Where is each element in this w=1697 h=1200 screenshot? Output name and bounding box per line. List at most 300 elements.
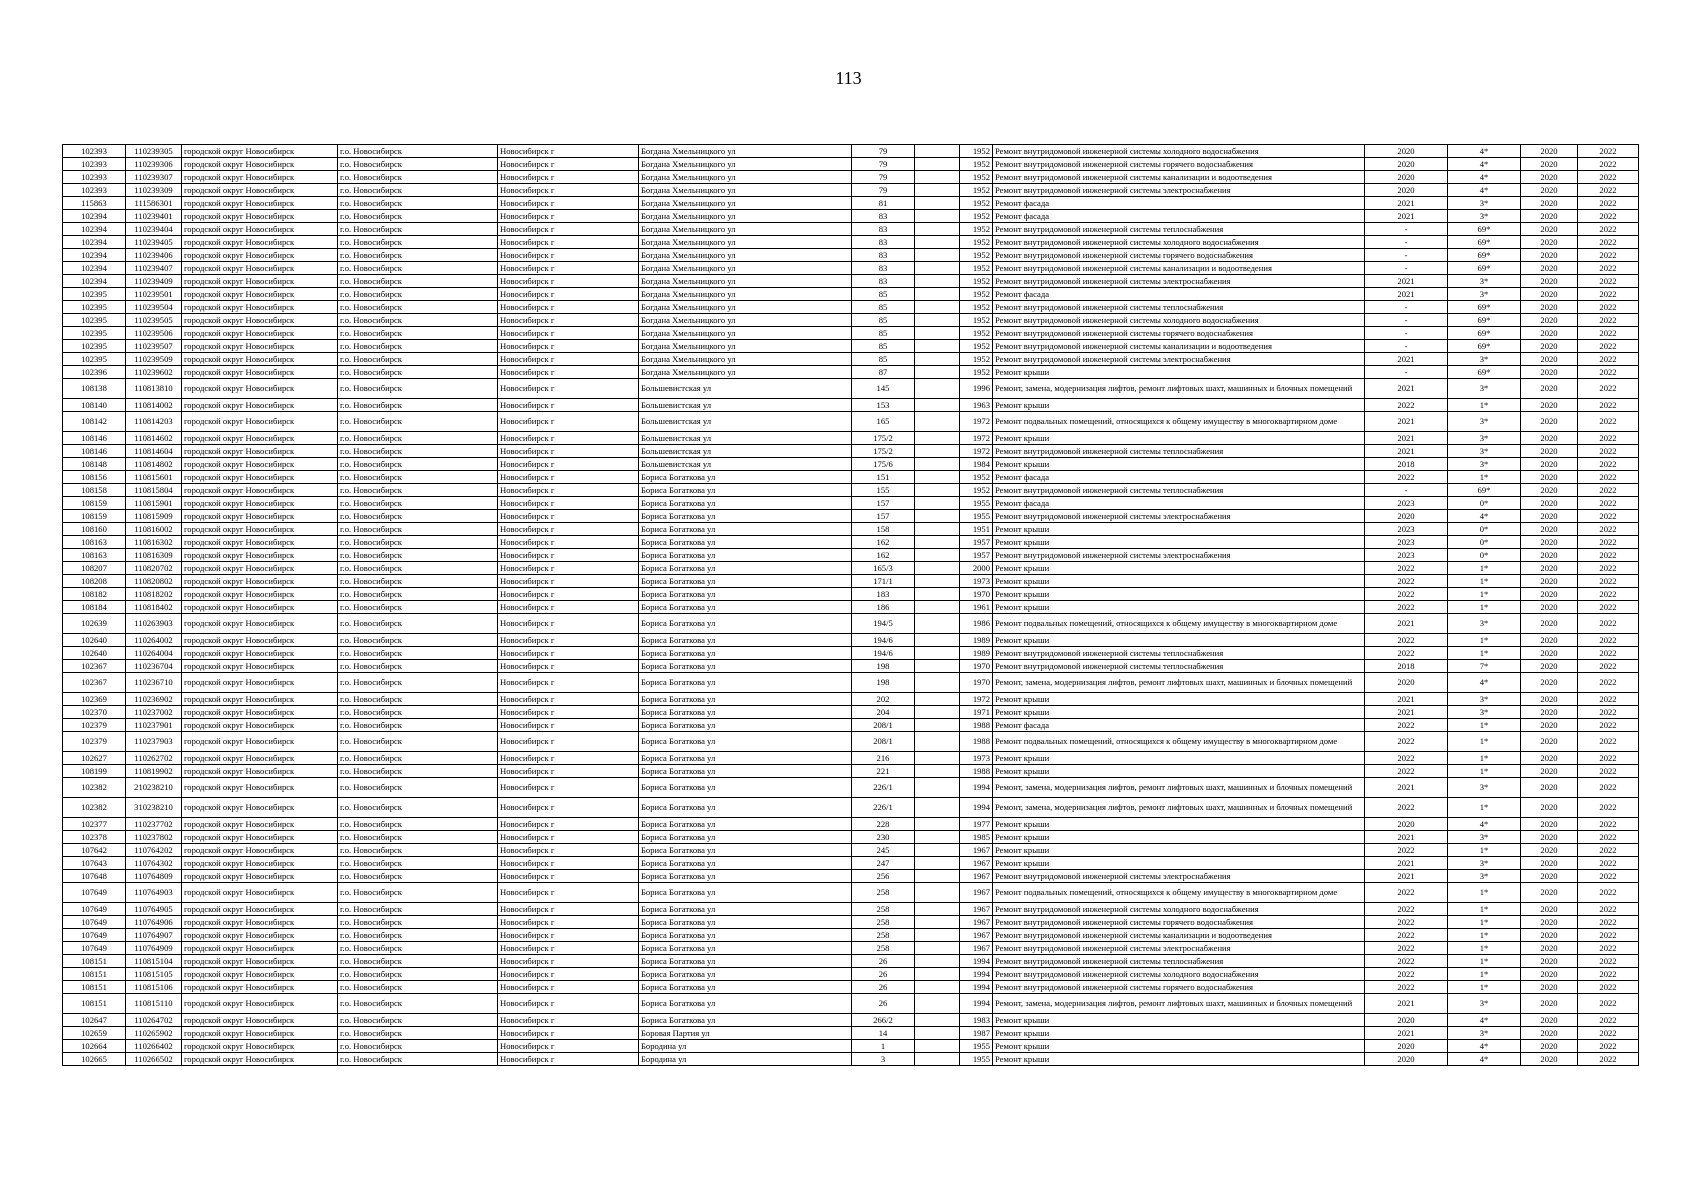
- planned-year-cell: 2021: [1365, 353, 1448, 366]
- table-row: [63, 210, 1639, 223]
- build-year-cell: 1970: [960, 660, 993, 673]
- work-code-cell: 110236710: [126, 673, 182, 693]
- build-year-cell: 1957: [960, 536, 993, 549]
- house-letter-cell: [915, 1014, 960, 1027]
- period-end-cell: 2022: [1578, 1040, 1639, 1053]
- house-id-cell: 102665: [63, 1053, 126, 1066]
- house-id-cell: 108138: [63, 379, 126, 399]
- build-year-cell: 1952: [960, 197, 993, 210]
- period-start-cell: 2020: [1521, 844, 1578, 857]
- build-year-cell: 1952: [960, 484, 993, 497]
- period-end-cell: 2022: [1578, 1014, 1639, 1027]
- house-letter-cell: [915, 818, 960, 831]
- house-id-cell: 102393: [63, 145, 126, 158]
- municipality-cell: г.о. Новосибирск: [338, 916, 498, 929]
- period-end-cell: 2022: [1578, 275, 1639, 288]
- municipality-cell: г.о. Новосибирск: [338, 197, 498, 210]
- settlement-cell: Новосибирск г: [498, 601, 639, 614]
- planned-year-cell: 2021: [1365, 870, 1448, 883]
- district-cell: городской округ Новосибирск: [182, 857, 338, 870]
- street-cell: Бориса Богаткова ул: [639, 634, 852, 647]
- work-code-cell: 110764202: [126, 844, 182, 857]
- street-cell: Бориса Богаткова ул: [639, 857, 852, 870]
- municipality-cell: г.о. Новосибирск: [338, 634, 498, 647]
- house-id-cell: 108199: [63, 765, 126, 778]
- municipality-cell: г.о. Новосибирск: [338, 870, 498, 883]
- municipality-cell: г.о. Новосибирск: [338, 288, 498, 301]
- category-cell: 69*: [1448, 366, 1521, 379]
- house-number-cell: 247: [852, 857, 915, 870]
- work-type-cell: Ремонт внутридомовой инженерной системы теплоснабжения: [993, 647, 1365, 660]
- work-type-cell: Ремонт внутридомовой инженерной системы электроснабжения: [993, 184, 1365, 197]
- category-cell: 69*: [1448, 327, 1521, 340]
- work-code-cell: 110236902: [126, 693, 182, 706]
- district-cell: городской округ Новосибирск: [182, 249, 338, 262]
- street-cell: Бориса Богаткова ул: [639, 647, 852, 660]
- settlement-cell: Новосибирск г: [498, 158, 639, 171]
- street-cell: Бориса Богаткова ул: [639, 916, 852, 929]
- period-end-cell: 2022: [1578, 870, 1639, 883]
- planned-year-cell: 2020: [1365, 145, 1448, 158]
- work-code-cell: 110814602: [126, 432, 182, 445]
- street-cell: Богдана Хмельницкого ул: [639, 249, 852, 262]
- house-letter-cell: [915, 379, 960, 399]
- house-id-cell: 102393: [63, 184, 126, 197]
- municipality-cell: г.о. Новосибирск: [338, 575, 498, 588]
- work-type-cell: Ремонт, замена, модернизация лифтов, ремонт лифтовых шахт, машинных и блочных помещений: [993, 778, 1365, 798]
- work-code-cell: 110239401: [126, 210, 182, 223]
- settlement-cell: Новосибирск г: [498, 588, 639, 601]
- house-letter-cell: [915, 575, 960, 588]
- house-id-cell: 108148: [63, 458, 126, 471]
- district-cell: городской округ Новосибирск: [182, 262, 338, 275]
- settlement-cell: Новосибирск г: [498, 765, 639, 778]
- planned-year-cell: 2022: [1365, 883, 1448, 903]
- category-cell: 3*: [1448, 870, 1521, 883]
- work-type-cell: Ремонт фасада: [993, 197, 1365, 210]
- district-cell: городской округ Новосибирск: [182, 765, 338, 778]
- planned-year-cell: 2021: [1365, 445, 1448, 458]
- district-cell: городской округ Новосибирск: [182, 562, 338, 575]
- category-cell: 69*: [1448, 301, 1521, 314]
- period-end-cell: 2022: [1578, 588, 1639, 601]
- period-start-cell: 2020: [1521, 916, 1578, 929]
- house-letter-cell: [915, 458, 960, 471]
- work-code-cell: 310238210: [126, 798, 182, 818]
- period-start-cell: 2020: [1521, 660, 1578, 673]
- house-id-cell: 102379: [63, 719, 126, 732]
- street-cell: Бориса Богаткова ул: [639, 968, 852, 981]
- house-id-cell: 108151: [63, 994, 126, 1014]
- build-year-cell: 1970: [960, 673, 993, 693]
- category-cell: 4*: [1448, 158, 1521, 171]
- work-code-cell: 110239407: [126, 262, 182, 275]
- category-cell: 3*: [1448, 353, 1521, 366]
- house-id-cell: 108163: [63, 549, 126, 562]
- municipality-cell: г.о. Новосибирск: [338, 327, 498, 340]
- planned-year-cell: 2022: [1365, 399, 1448, 412]
- settlement-cell: Новосибирск г: [498, 903, 639, 916]
- work-code-cell: 110815601: [126, 471, 182, 484]
- build-year-cell: 1973: [960, 575, 993, 588]
- settlement-cell: Новосибирск г: [498, 719, 639, 732]
- planned-year-cell: 2021: [1365, 614, 1448, 634]
- settlement-cell: Новосибирск г: [498, 752, 639, 765]
- work-code-cell: 110239509: [126, 353, 182, 366]
- category-cell: 3*: [1448, 994, 1521, 1014]
- settlement-cell: Новосибирск г: [498, 236, 639, 249]
- house-number-cell: 162: [852, 536, 915, 549]
- work-type-cell: Ремонт, замена, модернизация лифтов, ремонт лифтовых шахт, машинных и блочных помещений: [993, 994, 1365, 1014]
- build-year-cell: 1967: [960, 929, 993, 942]
- work-code-cell: 110815105: [126, 968, 182, 981]
- table-row: [63, 562, 1639, 575]
- work-code-cell: 110764905: [126, 903, 182, 916]
- house-letter-cell: [915, 236, 960, 249]
- build-year-cell: 1972: [960, 445, 993, 458]
- period-end-cell: 2022: [1578, 1053, 1639, 1066]
- house-id-cell: 102395: [63, 301, 126, 314]
- street-cell: Бориса Богаткова ул: [639, 484, 852, 497]
- work-type-cell: Ремонт внутридомовой инженерной системы электроснабжения: [993, 549, 1365, 562]
- settlement-cell: Новосибирск г: [498, 614, 639, 634]
- work-code-cell: 110239405: [126, 236, 182, 249]
- street-cell: Бориса Богаткова ул: [639, 870, 852, 883]
- period-end-cell: 2022: [1578, 765, 1639, 778]
- house-number-cell: 198: [852, 673, 915, 693]
- settlement-cell: Новосибирск г: [498, 673, 639, 693]
- house-id-cell: 102640: [63, 647, 126, 660]
- period-start-cell: 2020: [1521, 883, 1578, 903]
- build-year-cell: 1967: [960, 916, 993, 929]
- period-end-cell: 2022: [1578, 158, 1639, 171]
- period-end-cell: 2022: [1578, 981, 1639, 994]
- planned-year-cell: 2023: [1365, 497, 1448, 510]
- house-id-cell: 102378: [63, 831, 126, 844]
- planned-year-cell: 2021: [1365, 197, 1448, 210]
- planned-year-cell: 2022: [1365, 471, 1448, 484]
- work-code-cell: 110239507: [126, 340, 182, 353]
- category-cell: 1*: [1448, 399, 1521, 412]
- period-start-cell: 2020: [1521, 432, 1578, 445]
- planned-year-cell: 2020: [1365, 510, 1448, 523]
- period-start-cell: 2020: [1521, 752, 1578, 765]
- category-cell: 3*: [1448, 288, 1521, 301]
- planned-year-cell: 2023: [1365, 523, 1448, 536]
- settlement-cell: Новосибирск г: [498, 262, 639, 275]
- period-end-cell: 2022: [1578, 883, 1639, 903]
- work-type-cell: Ремонт крыши: [993, 857, 1365, 870]
- house-id-cell: 108158: [63, 484, 126, 497]
- work-type-cell: Ремонт крыши: [993, 432, 1365, 445]
- period-start-cell: 2020: [1521, 458, 1578, 471]
- planned-year-cell: 2021: [1365, 412, 1448, 432]
- table-row: [63, 197, 1639, 210]
- settlement-cell: Новосибирск г: [498, 857, 639, 870]
- municipality-cell: г.о. Новосибирск: [338, 562, 498, 575]
- work-type-cell: Ремонт крыши: [993, 818, 1365, 831]
- period-end-cell: 2022: [1578, 471, 1639, 484]
- planned-year-cell: 2022: [1365, 732, 1448, 752]
- municipality-cell: г.о. Новосибирск: [338, 818, 498, 831]
- category-cell: 3*: [1448, 778, 1521, 798]
- settlement-cell: Новосибирск г: [498, 562, 639, 575]
- house-id-cell: 108142: [63, 412, 126, 432]
- category-cell: 0*: [1448, 549, 1521, 562]
- house-letter-cell: [915, 510, 960, 523]
- category-cell: 4*: [1448, 1053, 1521, 1066]
- house-number-cell: 79: [852, 145, 915, 158]
- work-code-cell: 110264004: [126, 647, 182, 660]
- municipality-cell: г.о. Новосибирск: [338, 340, 498, 353]
- work-code-cell: 110764302: [126, 857, 182, 870]
- work-code-cell: 210238210: [126, 778, 182, 798]
- settlement-cell: Новосибирск г: [498, 497, 639, 510]
- house-id-cell: 108184: [63, 601, 126, 614]
- settlement-cell: Новосибирск г: [498, 399, 639, 412]
- build-year-cell: 1952: [960, 210, 993, 223]
- house-letter-cell: [915, 673, 960, 693]
- period-start-cell: 2020: [1521, 184, 1578, 197]
- period-start-cell: 2020: [1521, 262, 1578, 275]
- work-type-cell: Ремонт, замена, модернизация лифтов, ремонт лифтовых шахт, машинных и блочных помещений: [993, 798, 1365, 818]
- house-letter-cell: [915, 778, 960, 798]
- planned-year-cell: 2021: [1365, 275, 1448, 288]
- table-row: [63, 379, 1639, 399]
- street-cell: Богдана Хмельницкого ул: [639, 158, 852, 171]
- period-end-cell: 2022: [1578, 968, 1639, 981]
- house-number-cell: 175/2: [852, 445, 915, 458]
- house-id-cell: 108140: [63, 399, 126, 412]
- municipality-cell: г.о. Новосибирск: [338, 301, 498, 314]
- planned-year-cell: 2022: [1365, 916, 1448, 929]
- street-cell: Богдана Хмельницкого ул: [639, 340, 852, 353]
- table-row: [63, 223, 1639, 236]
- house-letter-cell: [915, 523, 960, 536]
- house-letter-cell: [915, 158, 960, 171]
- house-number-cell: 85: [852, 340, 915, 353]
- build-year-cell: 1952: [960, 236, 993, 249]
- house-number-cell: 145: [852, 379, 915, 399]
- settlement-cell: Новосибирск г: [498, 536, 639, 549]
- house-number-cell: 175/6: [852, 458, 915, 471]
- house-number-cell: 226/1: [852, 778, 915, 798]
- street-cell: Бориса Богаткова ул: [639, 706, 852, 719]
- category-cell: 1*: [1448, 942, 1521, 955]
- district-cell: городской округ Новосибирск: [182, 327, 338, 340]
- period-end-cell: 2022: [1578, 249, 1639, 262]
- table-row: [63, 549, 1639, 562]
- work-code-cell: 110239307: [126, 171, 182, 184]
- build-year-cell: 1970: [960, 588, 993, 601]
- work-type-cell: Ремонт крыши: [993, 1053, 1365, 1066]
- house-letter-cell: [915, 870, 960, 883]
- build-year-cell: 1955: [960, 1040, 993, 1053]
- planned-year-cell: 2022: [1365, 903, 1448, 916]
- district-cell: городской округ Новосибирск: [182, 366, 338, 379]
- street-cell: Бориса Богаткова ул: [639, 883, 852, 903]
- planned-year-cell: 2022: [1365, 562, 1448, 575]
- period-end-cell: 2022: [1578, 379, 1639, 399]
- house-number-cell: 155: [852, 484, 915, 497]
- table-row: [63, 673, 1639, 693]
- category-cell: 0*: [1448, 497, 1521, 510]
- work-code-cell: 110239309: [126, 184, 182, 197]
- category-cell: 0*: [1448, 523, 1521, 536]
- table-row: [63, 660, 1639, 673]
- house-letter-cell: [915, 634, 960, 647]
- work-type-cell: Ремонт внутридомовой инженерной системы горячего водоснабжения: [993, 981, 1365, 994]
- planned-year-cell: 2023: [1365, 536, 1448, 549]
- work-type-cell: Ремонт внутридомовой инженерной системы теплоснабжения: [993, 223, 1365, 236]
- period-end-cell: 2022: [1578, 353, 1639, 366]
- table-row: [63, 158, 1639, 171]
- table-row: [63, 883, 1639, 903]
- work-code-cell: 110764903: [126, 883, 182, 903]
- district-cell: городской округ Новосибирск: [182, 275, 338, 288]
- period-end-cell: 2022: [1578, 145, 1639, 158]
- work-code-cell: 110764809: [126, 870, 182, 883]
- house-letter-cell: [915, 968, 960, 981]
- work-code-cell: 110239505: [126, 314, 182, 327]
- house-letter-cell: [915, 601, 960, 614]
- table-row: [63, 184, 1639, 197]
- house-letter-cell: [915, 288, 960, 301]
- period-end-cell: 2022: [1578, 614, 1639, 634]
- house-id-cell: 107649: [63, 942, 126, 955]
- street-cell: Большевистская ул: [639, 412, 852, 432]
- category-cell: 69*: [1448, 484, 1521, 497]
- street-cell: Богдана Хмельницкого ул: [639, 366, 852, 379]
- street-cell: Бориса Богаткова ул: [639, 660, 852, 673]
- district-cell: городской округ Новосибирск: [182, 432, 338, 445]
- build-year-cell: 1955: [960, 1053, 993, 1066]
- planned-year-cell: 2020: [1365, 171, 1448, 184]
- house-number-cell: 208/1: [852, 719, 915, 732]
- work-type-cell: Ремонт внутридомовой инженерной системы холодного водоснабжения: [993, 968, 1365, 981]
- settlement-cell: Новосибирск г: [498, 883, 639, 903]
- category-cell: 4*: [1448, 145, 1521, 158]
- table-row: [63, 471, 1639, 484]
- house-letter-cell: [915, 340, 960, 353]
- settlement-cell: Новосибирск г: [498, 916, 639, 929]
- settlement-cell: Новосибирск г: [498, 210, 639, 223]
- street-cell: Бориса Богаткова ул: [639, 929, 852, 942]
- period-end-cell: 2022: [1578, 1027, 1639, 1040]
- settlement-cell: Новосибирск г: [498, 955, 639, 968]
- category-cell: 4*: [1448, 171, 1521, 184]
- municipality-cell: г.о. Новосибирск: [338, 844, 498, 857]
- work-type-cell: Ремонт крыши: [993, 458, 1365, 471]
- work-type-cell: Ремонт подвальных помещений, относящихся к общему имуществу в многоквартирном доме: [993, 412, 1365, 432]
- house-letter-cell: [915, 445, 960, 458]
- category-cell: 1*: [1448, 562, 1521, 575]
- category-cell: 69*: [1448, 262, 1521, 275]
- period-start-cell: 2020: [1521, 929, 1578, 942]
- period-start-cell: 2020: [1521, 778, 1578, 798]
- period-end-cell: 2022: [1578, 223, 1639, 236]
- house-id-cell: 108156: [63, 471, 126, 484]
- category-cell: 1*: [1448, 732, 1521, 752]
- street-cell: Богдана Хмельницкого ул: [639, 262, 852, 275]
- district-cell: городской округ Новосибирск: [182, 732, 338, 752]
- category-cell: 69*: [1448, 236, 1521, 249]
- house-number-cell: 216: [852, 752, 915, 765]
- house-letter-cell: [915, 706, 960, 719]
- district-cell: городской округ Новосибирск: [182, 379, 338, 399]
- municipality-cell: г.о. Новосибирск: [338, 236, 498, 249]
- district-cell: городской округ Новосибирск: [182, 288, 338, 301]
- settlement-cell: Новосибирск г: [498, 575, 639, 588]
- municipality-cell: г.о. Новосибирск: [338, 379, 498, 399]
- street-cell: Бориса Богаткова ул: [639, 693, 852, 706]
- house-letter-cell: [915, 210, 960, 223]
- house-number-cell: 183: [852, 588, 915, 601]
- table-row: [63, 249, 1639, 262]
- table-row: [63, 171, 1639, 184]
- district-cell: городской округ Новосибирск: [182, 523, 338, 536]
- category-cell: 1*: [1448, 929, 1521, 942]
- settlement-cell: Новосибирск г: [498, 249, 639, 262]
- build-year-cell: 1952: [960, 262, 993, 275]
- table-row: [63, 236, 1639, 249]
- house-letter-cell: [915, 660, 960, 673]
- work-code-cell: 110262702: [126, 752, 182, 765]
- work-type-cell: Ремонт внутридомовой инженерной системы теплоснабжения: [993, 660, 1365, 673]
- street-cell: Боровая Партия ул: [639, 1027, 852, 1040]
- house-number-cell: 158: [852, 523, 915, 536]
- district-cell: городской округ Новосибирск: [182, 158, 338, 171]
- category-cell: 3*: [1448, 458, 1521, 471]
- build-year-cell: 1986: [960, 614, 993, 634]
- district-cell: городской округ Новосибирск: [182, 210, 338, 223]
- municipality-cell: г.о. Новосибирск: [338, 484, 498, 497]
- house-id-cell: 102395: [63, 288, 126, 301]
- planned-year-cell: 2020: [1365, 1040, 1448, 1053]
- house-number-cell: 245: [852, 844, 915, 857]
- planned-year-cell: -: [1365, 366, 1448, 379]
- house-id-cell: 102394: [63, 236, 126, 249]
- settlement-cell: Новосибирск г: [498, 288, 639, 301]
- work-type-cell: Ремонт крыши: [993, 575, 1365, 588]
- district-cell: городской округ Новосибирск: [182, 171, 338, 184]
- category-cell: 1*: [1448, 575, 1521, 588]
- settlement-cell: Новосибирск г: [498, 798, 639, 818]
- planned-year-cell: 2018: [1365, 660, 1448, 673]
- house-number-cell: 87: [852, 366, 915, 379]
- district-cell: городской округ Новосибирск: [182, 1027, 338, 1040]
- house-number-cell: 186: [852, 601, 915, 614]
- work-type-cell: Ремонт внутридомовой инженерной системы канализации и водоотведения: [993, 929, 1365, 942]
- street-cell: Бориса Богаткова ул: [639, 831, 852, 844]
- municipality-cell: г.о. Новосибирск: [338, 1040, 498, 1053]
- municipality-cell: г.о. Новосибирск: [338, 314, 498, 327]
- house-id-cell: 108151: [63, 981, 126, 994]
- house-number-cell: 1: [852, 1040, 915, 1053]
- period-start-cell: 2020: [1521, 366, 1578, 379]
- district-cell: городской округ Новосибирск: [182, 778, 338, 798]
- category-cell: 4*: [1448, 673, 1521, 693]
- street-cell: Бородина ул: [639, 1040, 852, 1053]
- house-number-cell: 83: [852, 236, 915, 249]
- house-number-cell: 85: [852, 353, 915, 366]
- house-number-cell: 258: [852, 942, 915, 955]
- category-cell: 1*: [1448, 883, 1521, 903]
- period-start-cell: 2020: [1521, 510, 1578, 523]
- table-row: [63, 588, 1639, 601]
- district-cell: городской округ Новосибирск: [182, 236, 338, 249]
- street-cell: Большевистская ул: [639, 379, 852, 399]
